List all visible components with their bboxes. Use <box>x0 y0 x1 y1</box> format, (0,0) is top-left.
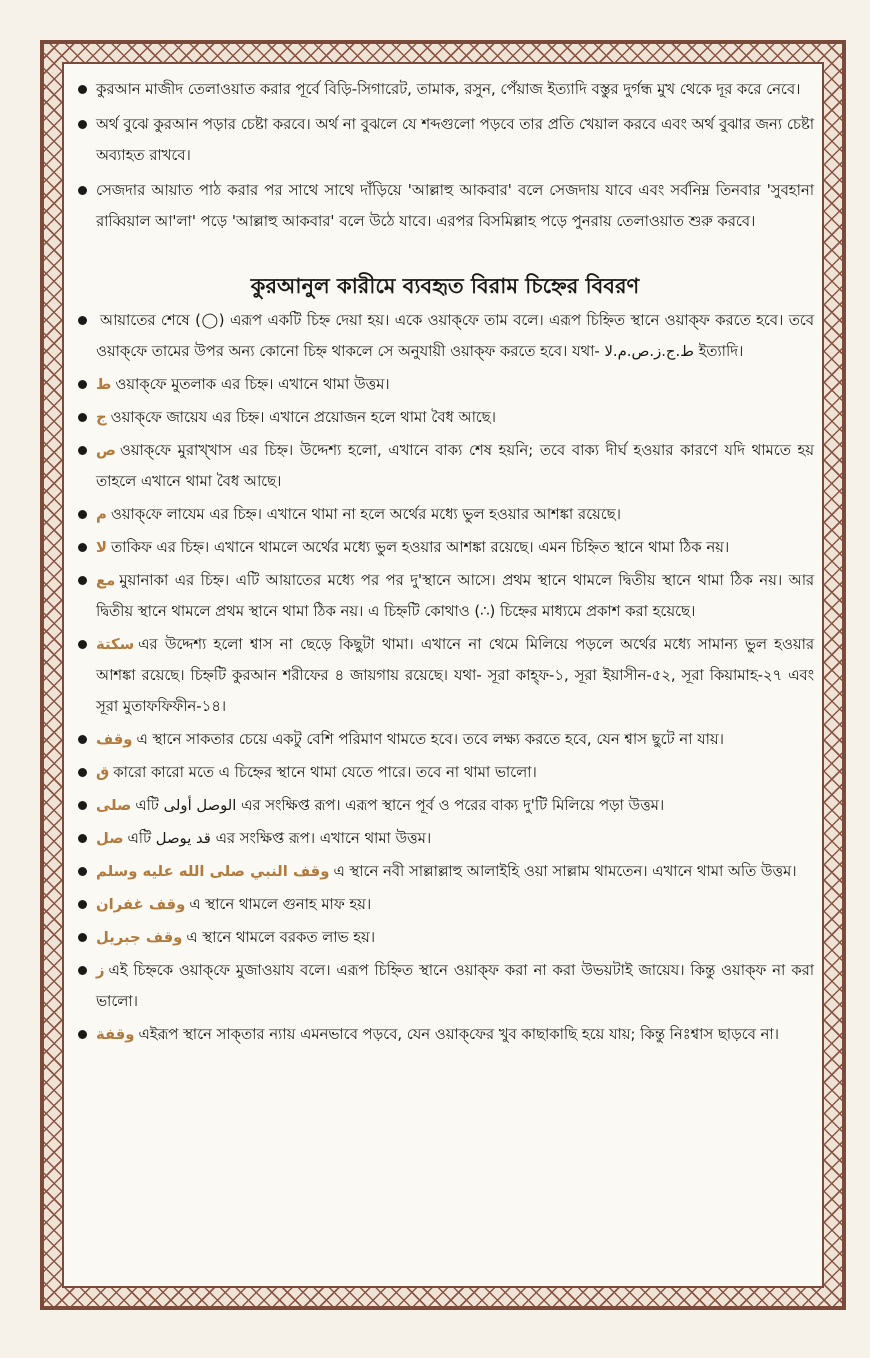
list-item <box>76 823 814 854</box>
arabic-stop-symbol: وقفة <box>96 1026 135 1043</box>
list-item: অর্থ বুঝে কুরআন পড়ার চেষ্টা করবে। অর্থ না বুঝলে যে শব্দগুলো পড়বে তার প্রতি খেয়াল করবে এবং অর্থ বুঝার জন্য চেষ্টা অব্যাহত রাখবে। <box>76 109 814 171</box>
list-item <box>76 955 814 1017</box>
arabic-stop-symbol: وقف غفران <box>96 896 186 913</box>
arabic-stop-symbol: م <box>96 506 107 523</box>
arabic-stop-symbol: مع <box>96 572 116 589</box>
list-item <box>76 922 814 953</box>
item-text: এ স্থানে নবী সাল্লাল্লাহু আলাইহি ওয়া সাল্লাম থামতেন। এখানে থামা অতি উত্তম। <box>333 863 797 880</box>
list-item <box>76 402 814 433</box>
arabic-stop-symbol: صلى <box>96 797 132 814</box>
item-text: এটি قد يوصل এর সংক্ষিপ্ত রূপ। এখানে থামা উত্তম। <box>127 830 432 847</box>
item-text: ওয়াক্‌ফে মুতলাক এর চিহ্ন। এখানে থামা উত্তম। <box>115 376 390 393</box>
list-item <box>76 724 814 755</box>
arabic-stop-symbol: ج <box>96 409 107 426</box>
list-item <box>76 757 814 788</box>
item-text: এ স্থানে থামলে গুনাহ মাফ হয়। <box>189 896 372 913</box>
list-item <box>76 1019 814 1050</box>
list-item <box>76 629 814 722</box>
list-item <box>76 889 814 920</box>
arabic-stop-symbol: وقف النبي صلى الله عليه وسلم <box>96 863 330 880</box>
list-item <box>76 790 814 821</box>
item-text: এটি الوصل أولى এর সংক্ষিপ্ত রূপ। এরূপ স্থানে পূর্ব ও পরের বাক্য দু'টি মিলিয়ে পড়া উত্তম। <box>135 797 665 814</box>
page-content <box>62 62 824 1288</box>
item-text: এই চিহ্নকে ওয়াক্‌ফে মুজাওয়ায বলে। এরূপ চিহ্নিত স্থানে ওয়াক্‌ফ করা না করা উভয়টাই জায়েয। কিন্তু ওয়াক্‌ফ না করা ভালো। <box>96 962 814 1010</box>
arabic-stop-symbol: سكتة <box>96 636 135 653</box>
arabic-stop-symbol: وقف جبريل <box>96 929 183 946</box>
list-item <box>76 435 814 497</box>
section-title: কুরআনুল কারীমে ব্যবহৃত বিরাম চিহ্নের বিবরণ <box>250 274 640 298</box>
item-text: ওয়াক্‌ফে জায়েয এর চিহ্ন। এখানে প্রয়োজন হলে থামা বৈধ আছে। <box>110 409 496 426</box>
item-text: এইরূপ স্থানে সাক্‌তার ন্যায় এমনভাবে পড়বে, যেন ওয়াক্‌ফের খুব কাছাকাছি হয়ে যায়; কিন্তু নিঃশ্বাস ছাড়বে না। <box>138 1026 779 1043</box>
list-item <box>76 856 814 887</box>
list-item <box>76 532 814 563</box>
list-item: কুরআন মাজীদ তেলাওয়াত করার পূর্বে বিড়ি-সিগারেট, তামাক, রসুন, পেঁয়াজ ইত্যাদি বস্তুর দুর্গন্ধ মুখ থেকে দূর করে নেবে। <box>76 74 814 105</box>
item-text: তাকিফ এর চিহ্ন। এখানে থামলে অর্থের মধ্যে ভুল হওয়ার আশঙ্কা রয়েছে। এমন চিহ্নিত স্থানে থামা ঠিক নয়। <box>111 539 730 556</box>
intro-list <box>76 74 814 237</box>
list-item <box>76 499 814 530</box>
arabic-stop-symbol: ز <box>96 962 105 979</box>
arabic-stop-symbol: ق <box>96 764 110 781</box>
item-text: ওয়াক্‌ফে লাযেম এর চিহ্ন। এখানে থামা না হলে অর্থের মধ্যে ভুল হওয়ার আশঙ্কা রয়েছে। <box>110 506 621 523</box>
arabic-stop-symbol: صل <box>96 830 124 847</box>
arabic-stop-symbol: ط <box>96 376 112 393</box>
item-text: এ স্থানে থামলে বরকত লাভ হয়। <box>186 929 375 946</box>
arabic-stop-symbol: وقف <box>96 731 133 748</box>
arabic-stop-symbol: ص <box>96 442 116 459</box>
item-text: মুয়ানাকা এর চিহ্ন। এটি আয়াতের মধ্যে পর পর দু'স্থানে আসে। প্রথম স্থানে থামলে দ্বিতীয় স্থানে থামা ঠিক নয়। আর দ্বিতীয় স্থানে থামলে প্রথম স্থানে থামা ঠিক নয়। এ চিহ্নটি কোথাও (∴) চিহ্নের মাধ্যমে প্রকাশ করা হয়েছে। <box>96 572 814 620</box>
list-item <box>76 305 814 367</box>
list-item <box>76 565 814 627</box>
stop-signs-list <box>76 305 814 1050</box>
list-item <box>76 369 814 400</box>
list-item: সেজদার আয়াত পাঠ করার পর সাথে সাথে দাঁড়িয়ে 'আল্লাহু আকবার' বলে সেজদায় যাবে এবং সর্বনিম্ন তিনবার 'সুবহানা রাব্বিয়াল আ'লা' পড়ে 'আল্লাহু আকবার' বলে উঠে যাবে। এরপর বিসমিল্লাহ পড়ে পুনরায় তেলাওয়াত শুরু করবে। <box>76 175 814 237</box>
item-text: কারো কারো মতে এ চিহ্নের স্থানে থামা যেতে পারে। তবে না থামা ভালো। <box>113 764 537 781</box>
decorative-border-frame <box>40 40 846 1310</box>
item-text: ওয়াক্‌ফে মুরাখ্খাস এর চিহ্ন। উদ্দেশ্য হলো, এখানে বাক্য শেষ হয়নি; তবে বাক্য দীর্ঘ হওয়ার কারণে যদি থামতে হয় তাহলে এখানে থামা বৈধ আছে। <box>96 442 814 490</box>
item-text: এর উদ্দেশ্য হলো শ্বাস না ছেড়ে কিছুটা থামা। এখানে না থেমে মিলিয়ে পড়লে অর্থের মধ্যে সামান্য ভুল হওয়ার আশঙ্কা রয়েছে। চিহ্নটি কুরআন শরীফের ৪ জায়গায় রয়েছে। যথা- সূরা কাহ্‌ফ-১, সূরা ইয়াসীন-৫২, সূরা কিয়ামাহ-২৭ এবং সূরা মুতাফফিফীন-১৪। <box>96 636 814 715</box>
arabic-stop-symbol: لا <box>96 539 108 556</box>
item-text: আয়াতের শেষে (◯) এরূপ একটি চিহ্ন দেয়া হয়। একে ওয়াক্‌ফে তাম বলে। এরূপ চিহ্নিত স্থানে ওয়াক্‌ফ করতে হবে। তবে ওয়াক্‌ফে তামের উপর অন্য কোনো চিহ্ন থাকলে সে অনুযায়ী ওয়াক্‌ফ করতে হবে। যথা- ط.ج.ز.ص.م.لا ইত্যাদি। <box>96 312 814 360</box>
item-text: এ স্থানে সাকতার চেয়ে একটু বেশি পরিমাণ থামতে হবে। তবে লক্ষ্য করতে হবে, যেন শ্বাস ছুটে না যায়। <box>136 731 724 748</box>
